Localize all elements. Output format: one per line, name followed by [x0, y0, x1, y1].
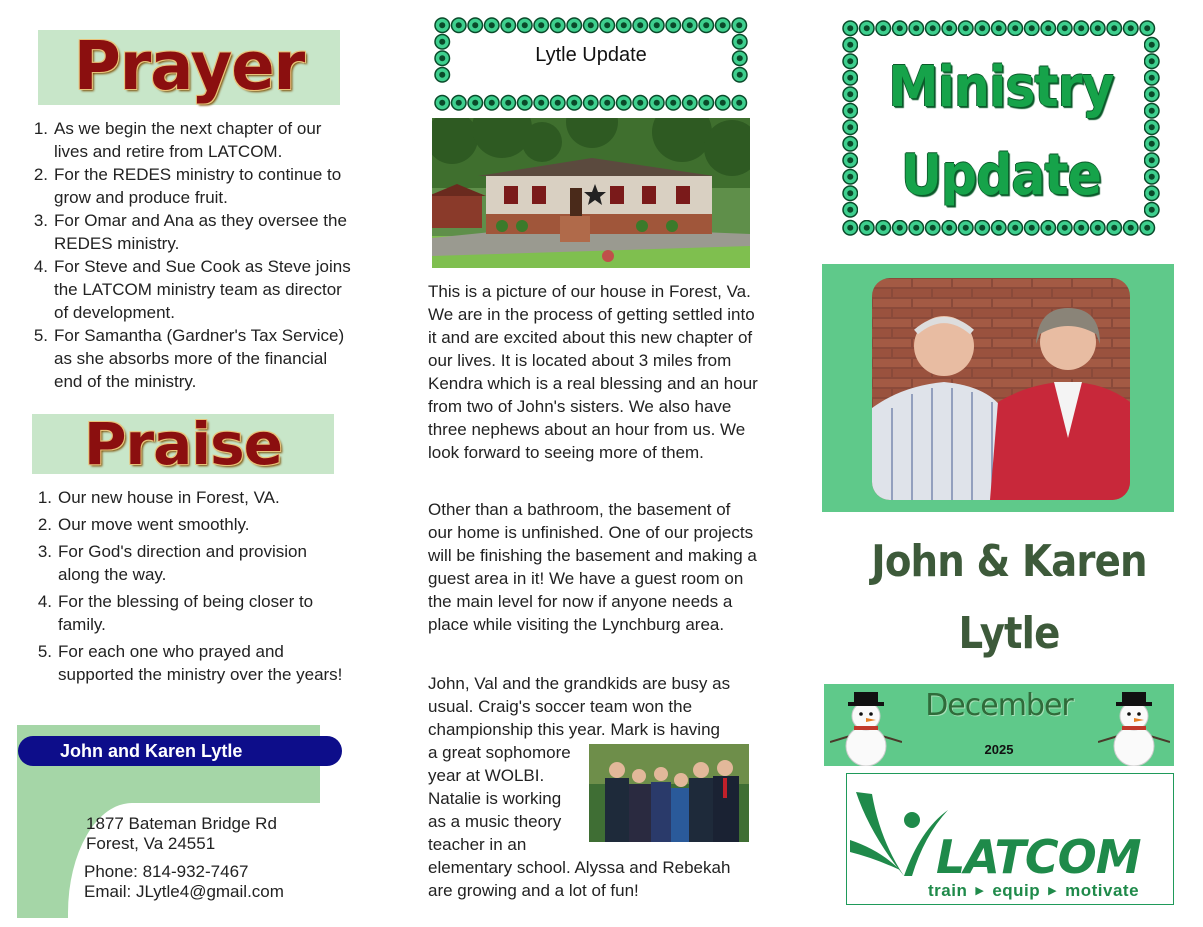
latcom-figure-icon	[850, 780, 950, 880]
address-line-2: Forest, Va 24551	[86, 834, 216, 853]
house-paragraph: This is a picture of our house in Forest, Va. We are in the process of getting settled into it and are excited about this new chapter of our lives. It is located about 3 miles from Kendra which is a real blessing and an hour from two of John's sisters. We also have three nephews about an hour from us. We look forward to seeing more of them.	[428, 282, 758, 462]
year-label: 2025	[984, 742, 1014, 757]
praise-item-1: 1. Our new house in Forest, VA.	[37, 488, 280, 507]
praise-item-5: 5. For each one who prayed and supported the ministry over the years!	[37, 642, 343, 684]
ministry-title-line-2: Update	[901, 143, 1101, 208]
update-title-box	[452, 35, 730, 93]
praise-list	[30, 486, 350, 690]
address-line-1: 1877 Bateman Bridge Rd	[86, 814, 277, 833]
prayer-item-5: 5. For Samantha (Gardner's Tax Service) as she absorbs more of the financial end of the ministry.	[33, 326, 345, 391]
phone-text: Phone: 814-932-7467	[84, 862, 249, 881]
cover-names-line-2: Lytle	[958, 608, 1060, 659]
prayer-item-1: 1. As we begin the next chapter of our lives and retire from LATCOM.	[33, 119, 322, 161]
prayer-banner	[38, 30, 340, 105]
family-photo	[589, 744, 749, 842]
house-photo	[432, 118, 750, 268]
arrow-right-icon: ▶	[1048, 885, 1058, 897]
email-text: Email: JLytle4@gmail.com	[84, 882, 284, 901]
prayer-item-2: 2. For the REDES ministry to continue to grow and produce fruit.	[33, 165, 342, 207]
family-paragraph: John, Val and the grandkids are busy as usual. Craig's soccer team won the championship this year. Mark is having a great sophomore year at WOLBI. Natalie is working as a music theory teacher in an elementary school. Alyssa and Rebekah are growing and a lot of fun!	[428, 674, 731, 900]
latcom-wordmark: LATCOM	[936, 830, 1141, 884]
month-label: December	[925, 688, 1073, 723]
prayer-item-3: 3. For Omar and Ana as they oversee the REDES ministry.	[33, 211, 347, 253]
praise-item-2: 2. Our move went smoothly.	[37, 515, 250, 534]
praise-title: Praise	[84, 410, 282, 478]
contact-name-banner: John and Karen Lytle	[18, 736, 342, 766]
ministry-title-line-1: Ministry	[888, 55, 1114, 120]
praise-banner	[32, 410, 334, 478]
praise-item-3: 3. For God's direction and provision along the way.	[37, 542, 307, 584]
couple-photo	[872, 278, 1130, 500]
ministry-title-box	[858, 36, 1144, 220]
prayer-list	[26, 117, 356, 393]
prayer-title: Prayer	[73, 28, 305, 106]
latcom-tagline: train ▶ equip ▶ motivate	[928, 881, 1140, 900]
prayer-item-4: 4. For Steve and Sue Cook as Steve joins the LATCOM ministry team as director of development.	[33, 257, 351, 322]
cover-names-line-1: John & Karen	[871, 536, 1147, 587]
basement-paragraph: Other than a bathroom, the basement of our home is unfinished. One of our projects will be finishing the basement and making a guest area in it! We have a guest room on the main level for now if anyone needs a place while visiting the Lynchburg area.	[428, 500, 757, 634]
praise-item-4: 4. For the blessing of being closer to family.	[37, 592, 314, 634]
update-title: Lytle Update	[535, 44, 647, 66]
arrow-right-icon: ▶	[975, 885, 985, 897]
